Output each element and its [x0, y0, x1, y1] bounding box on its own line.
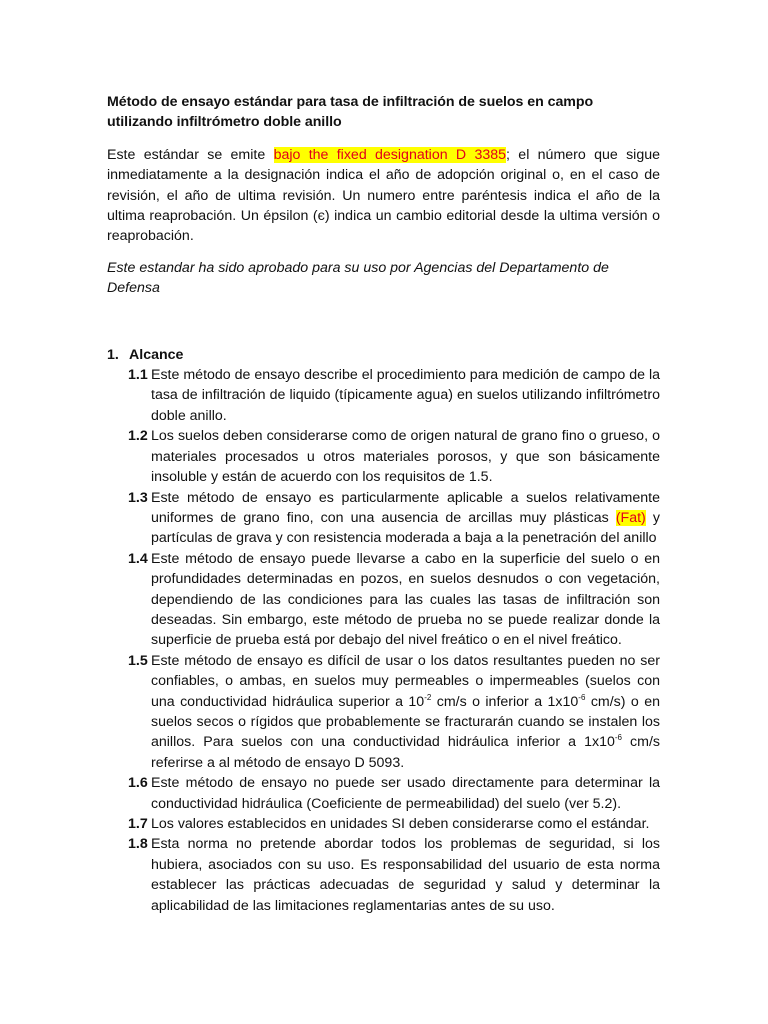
- list-item: [107, 365, 660, 426]
- exponent: -6: [614, 733, 622, 743]
- document-title: Método de ensayo estándar para tasa de infiltración de suelos en campo utilizando infiltrómetro doble anillo: [107, 94, 594, 131]
- item-text: Los suelos deben considerarse como de origen natural de grano fino o grueso, o materiales procesados u otros materiales porosos, y que son básicamente insoluble y están de acuerdo con los requisitos de 1.5.: [151, 428, 660, 486]
- item-highlight: (Fat): [615, 509, 646, 526]
- list-item: [107, 488, 660, 549]
- intro-text-before: Este estándar se emite: [107, 146, 274, 163]
- item-text: Los valores establecidos en unidades SI deben considerarse como el estándar.: [151, 816, 650, 832]
- scope-list: [107, 365, 660, 916]
- section-title: Alcance: [129, 346, 184, 363]
- list-item: [107, 549, 660, 651]
- list-item: [107, 814, 660, 834]
- item-text-after: y partículas de grava y con resistencia moderada a baja a la penetración del anillo: [151, 509, 660, 547]
- intro-highlight: bajo the fixed designation D 3385: [273, 146, 507, 163]
- item-number: 1.5: [128, 652, 148, 669]
- section-heading: [107, 345, 660, 365]
- item-text-part: cm/s referirse a al método de ensayo D 5093.: [151, 734, 661, 771]
- approval-note: Este estandar ha sido aprobado para su uso por Agencias del Departamento de Defensa: [107, 259, 609, 297]
- item-number: 1.6: [128, 775, 148, 792]
- intro-text-after: ; el número que sigue inmediatamente a la designación indica el año de adopción original o, en el caso de revisión, el año de ultima revisión. Un numero entre paréntesis indica el año de la ultima reaprobación. Un épsilon (є) indica un cambio editorial desde la ultima versión o reaprobación.: [107, 146, 660, 245]
- item-text-part: cm/s o inferior a 1x10: [431, 693, 579, 710]
- item-number: 1.2: [128, 428, 148, 445]
- item-text: Esta norma no pretende abordar todos los problemas de seguridad, si los hubiera, asociados con su uso. Es responsabilidad del usuario de esta norma establecer las prácticas adecuadas de seguridad y salud y determinar la aplicabilidad de las limitaciones reglamentarias antes de su uso.: [151, 836, 660, 914]
- item-number: 1.7: [128, 816, 148, 832]
- item-text-part: cm/s) o en suelos secos o rígidos que probablemente se fracturarán cuando se instalen los anillos. Para suelos con una conductividad hidráulica inferior a 1x10: [151, 693, 661, 751]
- list-item: [107, 834, 660, 916]
- item-number: 1.3: [128, 489, 148, 506]
- section-number: 1.: [107, 346, 119, 363]
- list-item: [107, 773, 660, 814]
- section-alcance: [107, 345, 660, 916]
- intro-paragraph: [107, 145, 660, 247]
- item-number: 1.8: [128, 836, 148, 853]
- item-text: Este método de ensayo no puede ser usado directamente para determinar la conductividad hidráulica (Coeficiente de permeabilidad) del suelo (ver 5.2).: [151, 775, 660, 812]
- item-text: Este método de ensayo describe el procedimiento para medición de campo de la tasa de infiltración de liquido (típicamente agua) en suelos utilizando infiltrómetro doble anillo.: [151, 367, 660, 424]
- exponent: -2: [424, 692, 432, 702]
- list-item: [107, 426, 660, 487]
- list-item: [107, 651, 660, 773]
- item-number: 1.1: [128, 367, 148, 384]
- exponent: -6: [578, 692, 586, 702]
- document-body: [107, 92, 660, 916]
- item-number: 1.4: [128, 550, 148, 567]
- item-text-part: Este método de ensayo es difícil de usar o los datos resultantes pueden no ser confiables, o ambas, en suelos muy permeables o impermeables (suelos con una conductividad hidráulica superior a 10: [151, 652, 660, 710]
- item-text-before: Este método de ensayo es particularmente aplicable a suelos relativamente uniformes de grano fino, con una ausencia de arcillas muy plásticas: [151, 489, 660, 526]
- item-text: Este método de ensayo puede llevarse a cabo en la superficie del suelo o en profundidades determinadas en pozos, en suelos desnudos o con vegetación, dependiendo de las condiciones para las cuales las tasas de infiltración son deseadas. Sin embargo, este método de prueba no se puede realizar donde la superficie de prueba está por debajo del nivel freático o en el nivel freático.: [151, 550, 660, 649]
